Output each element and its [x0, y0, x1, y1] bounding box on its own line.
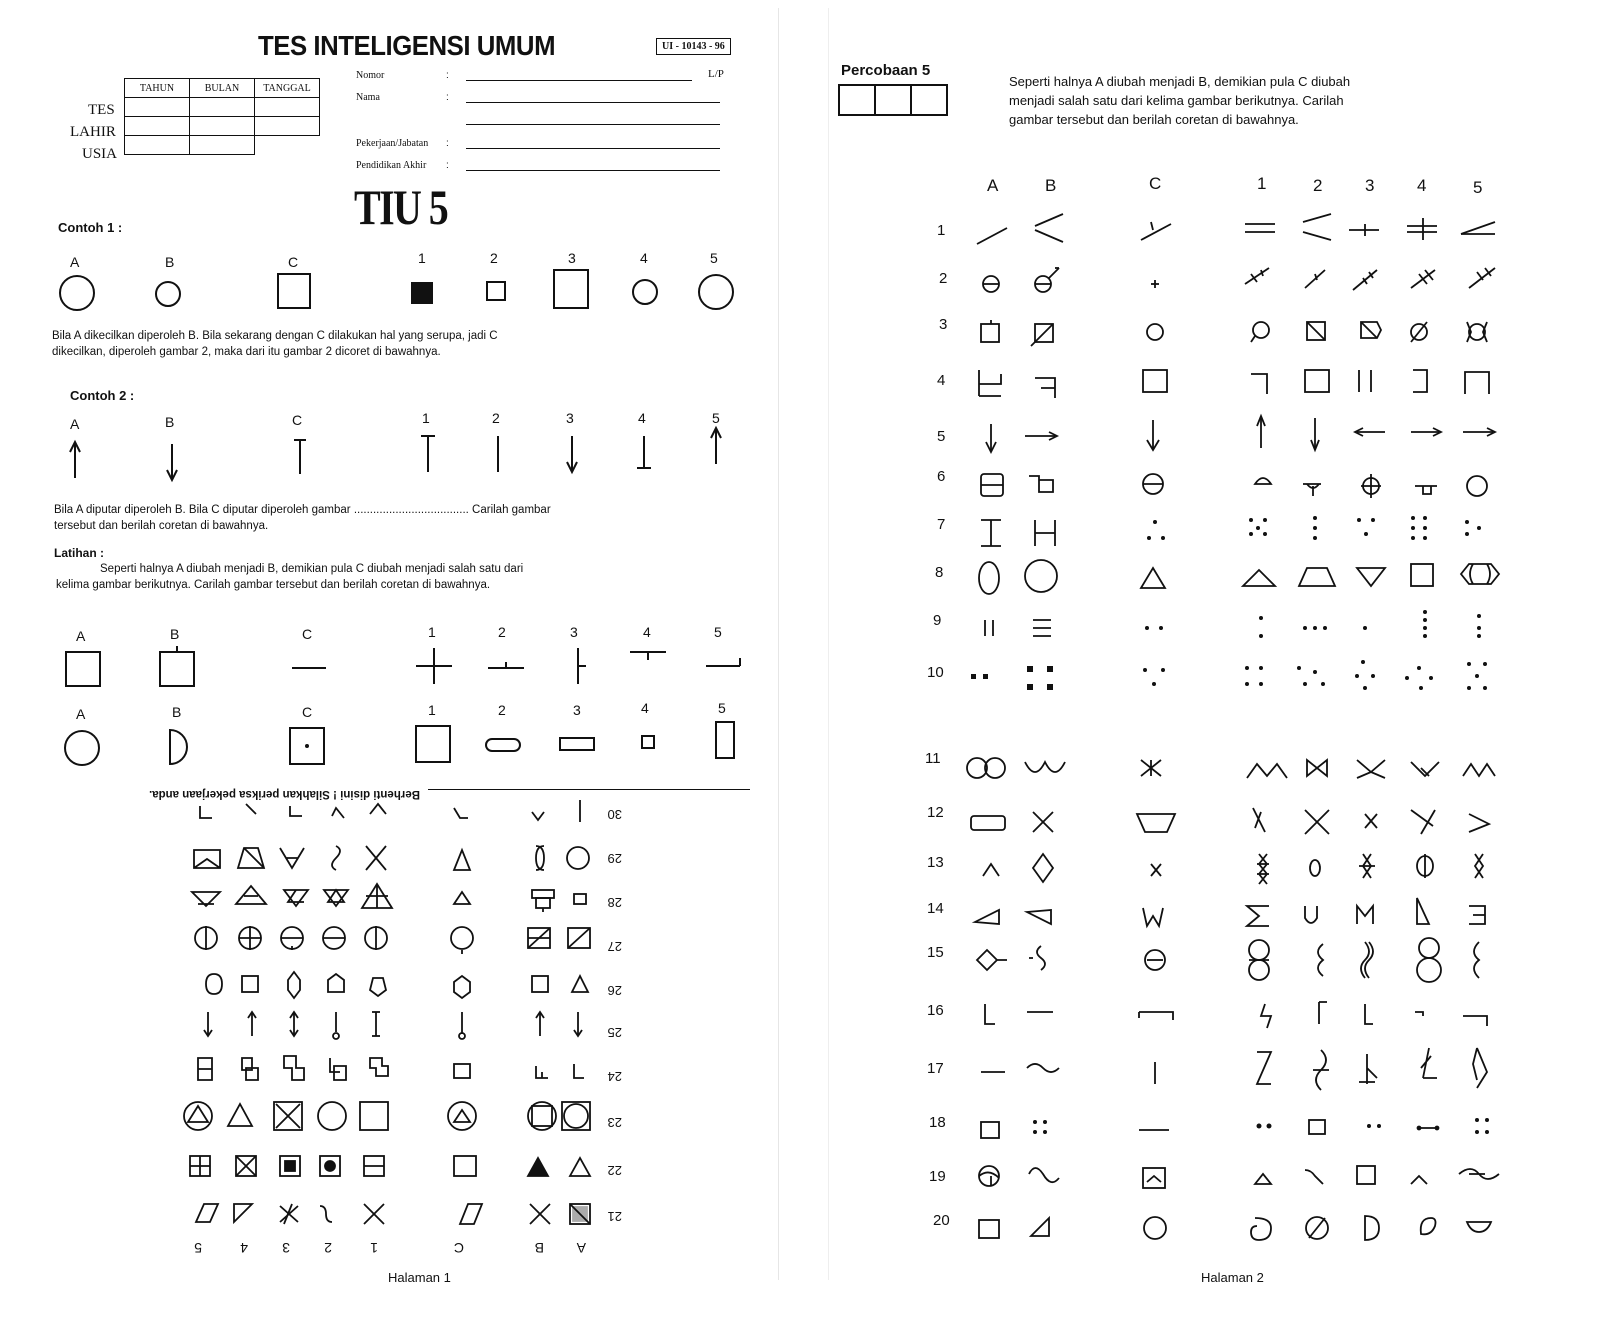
row-label-usia: USIA	[82, 146, 118, 162]
row-number-18: 18	[929, 1114, 946, 1131]
practice1-a-square	[66, 652, 100, 686]
row-number-17: 17	[927, 1060, 944, 1077]
row3-figures	[981, 320, 1487, 346]
label-nama: Nama	[356, 92, 380, 103]
row27-figures	[195, 926, 590, 954]
number-5: 5	[710, 250, 718, 266]
practice1-option3-vertical-tick	[578, 648, 586, 684]
column-3: 3	[1365, 176, 1375, 195]
number-2: 2	[498, 624, 506, 640]
practice2-option2-pill	[486, 739, 520, 751]
header-bulan: BULAN	[190, 79, 255, 98]
letter-a: A	[576, 1240, 586, 1256]
row25-figures	[204, 1012, 582, 1039]
row6-figures	[981, 474, 1487, 498]
colon: :	[446, 70, 449, 81]
page-2	[828, 8, 1595, 1285]
row-number-10: 10	[927, 664, 944, 681]
practice2-option4-small-square	[642, 736, 654, 748]
row9-figures	[985, 610, 1481, 638]
row19-figures	[979, 1166, 1499, 1188]
example2-label: Contoh 2 :	[70, 388, 135, 403]
number-5: 5	[712, 410, 720, 426]
row-number-23: 23	[607, 1115, 622, 1130]
example2-text-line1: Bila A diputar diperoleh B. Bila C diputar diperoleh gambar .................................... Carilah gambar	[54, 504, 551, 516]
practice2-c-square-dot	[290, 728, 324, 764]
row-number-30: 30	[607, 807, 622, 822]
row-number-15: 15	[927, 944, 944, 961]
row4-figures	[979, 370, 1489, 398]
row20-figures	[979, 1216, 1491, 1240]
row-number-7: 7	[937, 516, 946, 533]
row14-figures	[975, 898, 1485, 926]
number-5: 5	[714, 624, 722, 640]
example2-text-line2: tersebut dan berilah coretan di bawahnya.	[54, 520, 269, 532]
row10-figures	[971, 660, 1487, 690]
number-2: 2	[498, 702, 506, 718]
letter-b: B	[534, 1240, 544, 1256]
row-number-20: 20	[933, 1212, 950, 1229]
upside-down-figures	[50, 782, 750, 1262]
number-1: 1	[428, 702, 436, 718]
letter-b: B	[165, 254, 175, 270]
upside-down-section	[50, 782, 750, 1262]
number-2: 2	[492, 410, 500, 426]
example1-text-line2: dikecilkan, diperoleh gambar 2, maka dari itu gambar 2 dicoret di bawahnya.	[52, 346, 441, 358]
row2-figures	[983, 268, 1495, 292]
row-number-8: 8	[935, 564, 944, 581]
row7-figures	[981, 516, 1481, 546]
row-number-27: 27	[607, 939, 622, 954]
letter-c: C	[288, 254, 299, 270]
row18-figures	[981, 1118, 1489, 1138]
example1-label: Contoh 1 :	[58, 220, 123, 235]
practice1-option2-line-tick	[488, 662, 524, 668]
row8-figures	[979, 560, 1499, 594]
column-2: 2	[1313, 176, 1323, 195]
row-number-14: 14	[927, 900, 944, 917]
row-number-6: 6	[937, 468, 946, 485]
colon: :	[446, 92, 449, 103]
number-5: 5	[718, 700, 726, 716]
letter-c: C	[302, 704, 313, 720]
practice1-option1-cross	[416, 648, 452, 684]
row-number-13: 13	[927, 854, 944, 871]
stop-text: Berhenti disini ! Silahkan periksa pekerjaan anda.	[149, 788, 420, 800]
practice-text-line2: kelima gambar berikutnya. Carilah gambar tersebut dan berilah coretan di bawahnya.	[56, 579, 491, 591]
number-1: 1	[422, 410, 430, 426]
number-4: 4	[240, 1240, 248, 1256]
practice-label: Latihan :	[54, 546, 104, 560]
test-title: TES INTELIGENSI UMUM	[258, 30, 556, 61]
column-a: A	[987, 176, 999, 195]
row-number-16: 16	[927, 1002, 944, 1019]
practice1-option5-corner	[706, 658, 740, 666]
letter-b: B	[172, 704, 182, 720]
row-label-tes: TES	[88, 102, 115, 118]
instruction-line-2: menjadi salah satu dari kelima gambar berikutnya. Carilah	[1009, 93, 1344, 108]
column-5: 5	[1473, 178, 1483, 197]
label-nomor: Nomor	[356, 70, 385, 81]
letter-c: C	[292, 412, 303, 428]
number-1: 1	[428, 624, 436, 640]
row-number-12: 12	[927, 804, 944, 821]
practice2-option1-square	[416, 726, 450, 762]
page-1	[10, 8, 779, 1285]
number-3: 3	[573, 702, 581, 718]
number-4: 4	[641, 700, 649, 716]
practice2-b-half-circle	[170, 730, 187, 764]
letter-a: A	[70, 416, 80, 432]
form-code-badge: UI - 10143 - 96	[656, 38, 731, 55]
row28-figures	[192, 884, 586, 912]
row-number-3: 3	[939, 316, 948, 333]
practice2-option5-tall-rect	[716, 722, 734, 758]
gender-label: L/P	[708, 68, 724, 80]
row5-figures	[986, 416, 1495, 452]
number-3: 3	[568, 250, 576, 266]
practice2-a-circle	[65, 731, 99, 765]
column-c: C	[1149, 174, 1162, 193]
example1-text-line1: Bila A dikecilkan diperoleh B. Bila sekarang dengan C dilakukan hal yang serupa, jadi C	[52, 330, 498, 342]
row13-figures	[983, 854, 1483, 884]
row11-figures	[967, 758, 1495, 778]
row21-figures	[196, 1204, 590, 1224]
column-1: 1	[1257, 174, 1267, 193]
practice1-b-square-tick	[160, 646, 194, 686]
row22-figures	[190, 1156, 590, 1176]
row-number-26: 26	[607, 983, 622, 998]
row-number-28: 28	[607, 895, 622, 910]
colon: :	[446, 160, 449, 171]
label-pendidikan: Pendidikan Akhir	[356, 160, 427, 171]
row17-figures	[981, 1048, 1487, 1090]
row-number-29: 29	[607, 851, 622, 866]
tiu-title: TIU 5	[354, 179, 448, 235]
number-4: 4	[643, 624, 651, 640]
row29-figures	[194, 846, 589, 870]
colon: :	[446, 138, 449, 149]
row-number-2: 2	[939, 270, 948, 287]
row-number-11: 11	[925, 750, 941, 767]
row23-figures	[184, 1102, 590, 1130]
instruction-line-1: Seperti halnya A diubah menjadi B, demikian pula C diubah	[1009, 74, 1351, 89]
number-4: 4	[638, 410, 646, 426]
instruction-line-3: gambar tersebut dan berilah coretan di bawahnya.	[1009, 112, 1299, 127]
letter-a: A	[76, 706, 86, 722]
number-1: 1	[370, 1240, 378, 1256]
row1-figures	[977, 214, 1495, 244]
practice1-option4-t	[630, 652, 666, 660]
number-1: 1	[418, 250, 426, 266]
column-b: B	[1045, 176, 1057, 195]
page-footer: Halaman 2	[1201, 1270, 1264, 1285]
row26-figures	[206, 972, 588, 998]
practice2-option3-rect	[560, 738, 594, 750]
column-4: 4	[1417, 176, 1427, 195]
row-number-4: 4	[937, 372, 946, 389]
row12-figures	[971, 808, 1489, 834]
number-5: 5	[194, 1240, 202, 1256]
letter-c: C	[302, 626, 313, 642]
number-3: 3	[282, 1240, 290, 1256]
number-2: 2	[324, 1240, 332, 1256]
label-pekerjaan: Pekerjaan/Jabatan	[356, 138, 429, 149]
practice-text-line1: Seperti halnya A diubah menjadi B, demikian pula C diubah menjadi salah satu dari	[100, 563, 524, 575]
letter-b: B	[170, 626, 180, 642]
row30-figures	[200, 800, 580, 822]
number-4: 4	[640, 250, 648, 266]
header-tahun: TAHUN	[125, 79, 190, 98]
puzzle-figures	[829, 8, 1595, 1268]
row-number-25: 25	[607, 1025, 622, 1040]
number-2: 2	[490, 250, 498, 266]
number-3: 3	[566, 410, 574, 426]
row16-figures	[985, 1002, 1487, 1028]
row-number-22: 22	[607, 1163, 622, 1178]
row-number-21: 21	[607, 1209, 622, 1224]
header-tanggal: TANGGAL	[255, 79, 320, 98]
letter-b: B	[165, 414, 175, 430]
row-number-1: 1	[937, 222, 946, 239]
row24-figures	[198, 1056, 584, 1080]
practice-figures	[10, 8, 778, 788]
number-3: 3	[570, 624, 578, 640]
letter-a: A	[70, 254, 80, 270]
row-number-19: 19	[929, 1168, 946, 1185]
page-title: Percobaan 5	[841, 62, 931, 79]
page-footer: Halaman 1	[388, 1270, 451, 1285]
row-number-5: 5	[937, 428, 946, 445]
row-label-lahir: LAHIR	[70, 124, 116, 140]
row-number-9: 9	[933, 612, 942, 629]
row15-figures	[977, 938, 1479, 982]
row-number-24: 24	[607, 1069, 622, 1084]
letter-a: A	[76, 628, 86, 644]
letter-c: C	[453, 1240, 464, 1256]
